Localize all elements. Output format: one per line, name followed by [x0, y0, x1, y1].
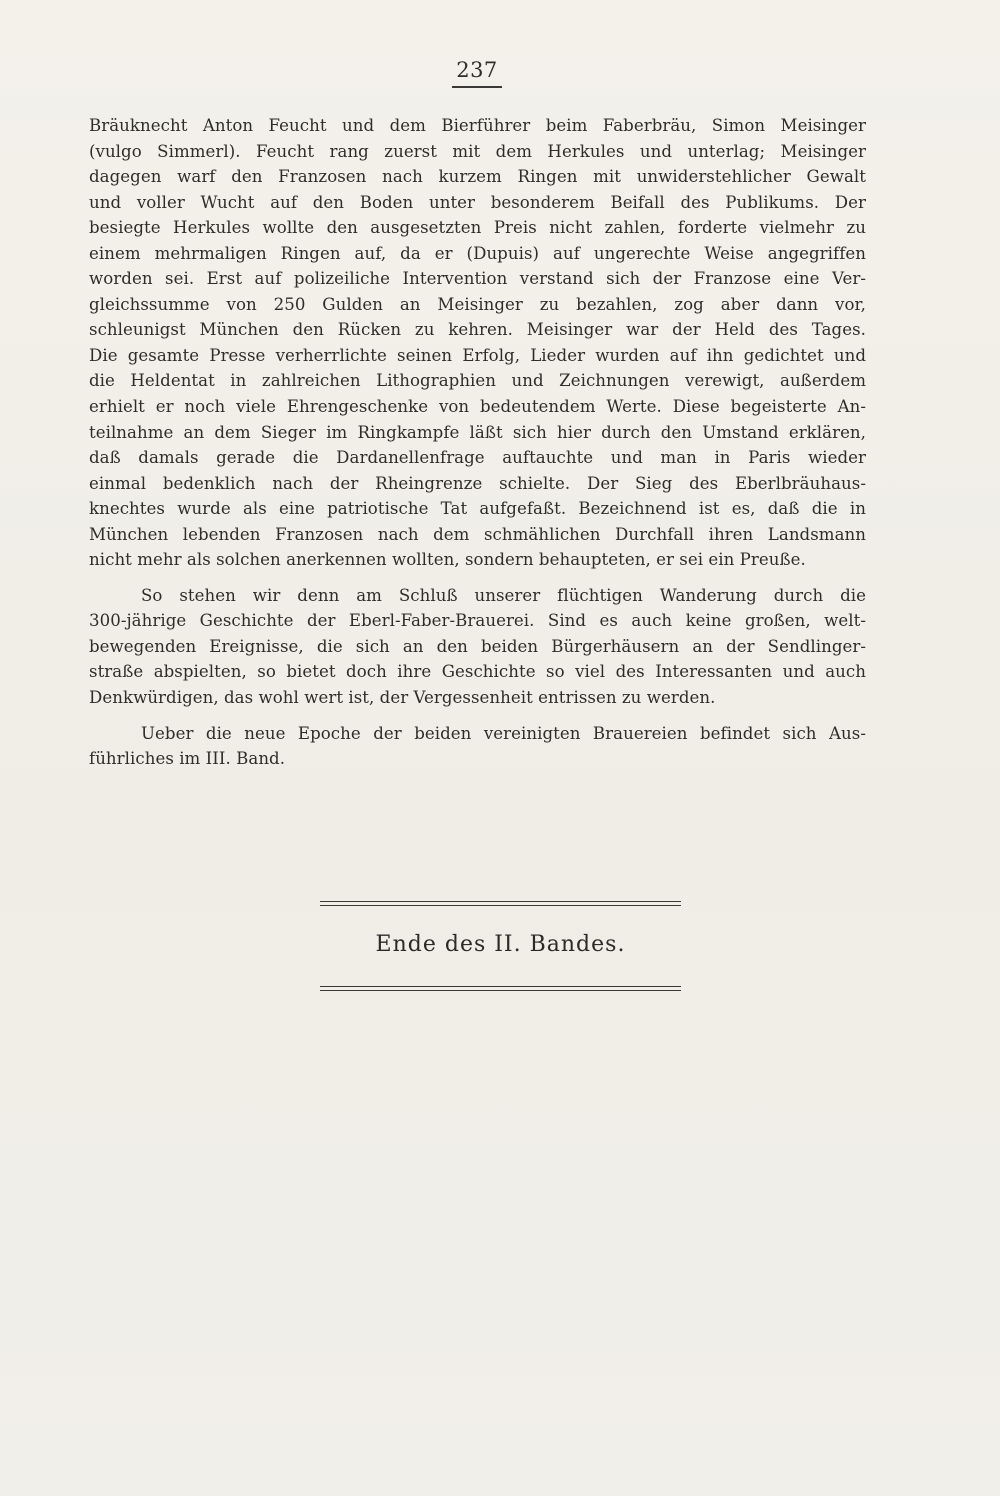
text-line: gleichssumme von 250 Gulden an Meisinger zu bezahlen, zog aber dann vor,: [89, 294, 866, 314]
text-line: (vulgo Simmerl). Feucht rang zuerst mit dem Herkules und unterlag; Meisinger: [89, 141, 866, 161]
text-line: Ueber die neue Epoche der beiden vereinigten Brauereien befindet sich Aus-: [141, 723, 866, 743]
paragraph-3: [89, 721, 866, 772]
text-line: führliches im III. Band.: [89, 749, 286, 769]
ornamental-rule-bottom: [320, 986, 681, 987]
text-line: erhielt er noch viele Ehrengeschenke von bedeutendem Werte. Diese begeisterte An-: [89, 397, 866, 417]
paragraph-1: [89, 113, 866, 573]
text-line: die Heldentat in zahlreichen Lithographien und Zeichnungen verewigt, außerdem: [89, 371, 866, 391]
text-line: Die gesamte Presse verherrlichte seinen Erfolg, Lieder wurden auf ihn gedichtet und: [89, 345, 866, 365]
page-number-underline: [452, 86, 502, 88]
text-line: besiegte Herkules wollte den ausgesetzten Preis nicht zahlen, forderte vielmehr zu: [89, 218, 866, 238]
text-line: teilnahme an dem Sieger im Ringkampfe läßt sich hier durch den Umstand erklären,: [89, 422, 866, 442]
body-text: [89, 113, 866, 772]
text-line: dagegen warf den Franzosen nach kurzem Ringen mit unwiderstehlicher Gewalt: [89, 167, 866, 187]
text-line: schleunigst München den Rücken zu kehren. Meisinger war der Held des Tages.: [89, 320, 866, 340]
text-line: einem mehrmaligen Ringen auf, da er (Dupuis) auf ungerechte Weise angegriffen: [89, 243, 866, 263]
paragraph-spacing: [89, 711, 866, 721]
text-line: einmal bedenklich nach der Rheingrenze schielte. Der Sieg des Eberlbräuhaus-: [89, 473, 866, 493]
text-line: nicht mehr als solchen anerkennen wollten, sondern behaupteten, er sei ein Preuße.: [89, 550, 806, 570]
text-line: Bräuknecht Anton Feucht und dem Bierführer beim Faberbräu, Simon Meisinger: [89, 116, 866, 135]
ornamental-rule-top: [320, 901, 681, 902]
text-line: 300-jährige Geschichte der Eberl-Faber-Brauerei. Sind es auch keine großen, welt-: [89, 611, 866, 631]
text-line: Denkwürdigen, das wohl wert ist, der Vergessenheit entrissen zu werden.: [89, 688, 716, 708]
text-line: München lebenden Franzosen nach dem schmählichen Durchfall ihren Landsmann: [89, 524, 866, 544]
paragraph-2: [89, 583, 866, 711]
text-line: So stehen wir denn am Schluß unserer flüchtigen Wanderung durch die: [141, 585, 866, 605]
text-line: knechtes wurde als eine patriotische Tat aufgefaßt. Bezeichnend ist es, daß die in: [89, 499, 866, 519]
text-line: straße abspielten, so bietet doch ihre Geschichte so viel des Interessanten und auch: [89, 662, 866, 682]
text-line: und voller Wucht auf den Boden unter besonderem Beifall des Publikums. Der: [89, 192, 866, 212]
text-line: daß damals gerade die Dardanellenfrage auftauchte und man in Paris wieder: [89, 448, 866, 468]
text-line: worden sei. Erst auf polizeiliche Intervention verstand sich der Franzose eine Ver-: [89, 269, 866, 289]
end-of-volume-title: Ende des II. Bandes.: [375, 932, 626, 957]
paragraph-spacing: [89, 573, 866, 583]
page-number: 237: [456, 58, 498, 82]
text-line: bewegenden Ereignisse, die sich an den beiden Bürgerhäusern an der Sendlinger-: [89, 636, 866, 656]
